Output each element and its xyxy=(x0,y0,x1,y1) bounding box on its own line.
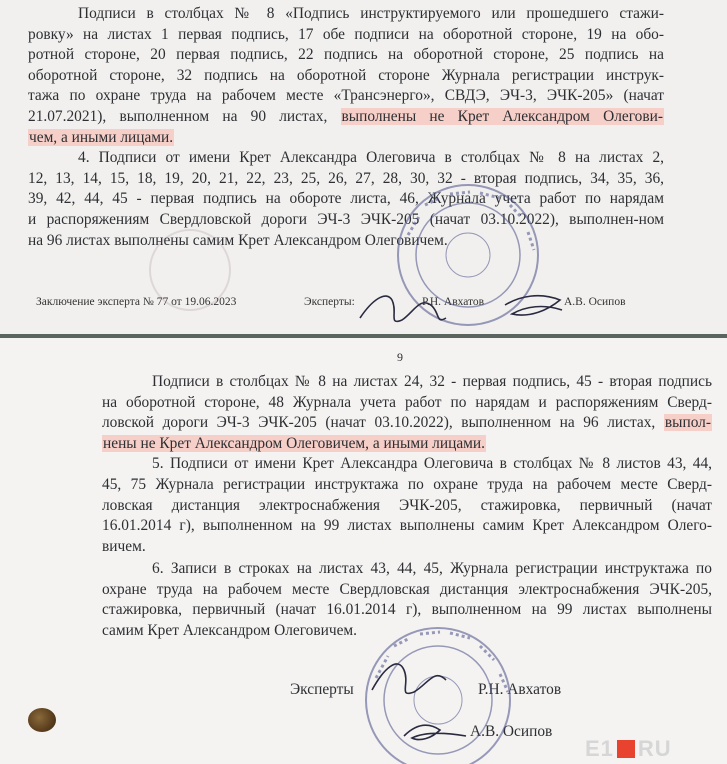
conclusion-footer: Заключение эксперта № 77 от 19.06.2023 xyxy=(36,296,237,308)
item5-line-1: 5. Подписи от имени Крет Александра Олеговича в столбцах № 8 листов 43, 44, xyxy=(152,455,712,473)
para1-line-3-text: ловской дороги ЭЧ-3 ЭЧК-205 (начат 03.10.2022), выполненном на 96 листах, xyxy=(102,414,664,432)
page-number: 9 xyxy=(397,350,403,364)
item3-line-7 xyxy=(28,128,664,149)
signature-icon xyxy=(404,725,466,739)
item4-line-5: на 96 листах выполнены самим Крет Александром Олеговичем. xyxy=(28,231,448,249)
item4-line-4: и распоряжениям Свердловской дороги ЭЧ-3 ЭЧК-205 (начат 03.10.2022), выполнен-ном xyxy=(28,210,664,228)
para1-line-4 xyxy=(102,434,712,455)
para1-line-2: на оборотной стороне, 48 Журнала учета работ по нарядам и распоряжениям Сверд- xyxy=(102,393,712,411)
item3-line-2: ровку» на листах 1 первая подпись, 17 обе подписи на оборотной стороне, 19 на обо- xyxy=(28,25,664,43)
experts-label: Эксперты: xyxy=(304,296,355,308)
logo-square-icon xyxy=(617,740,635,758)
item3-line-1: Подписи в столбцах № 8 «Подпись инструктируемого или прошедшего стажи- xyxy=(78,5,664,22)
highlighted-text: нены не Крет Александром Олеговичем, а иными лицами. xyxy=(103,434,485,452)
item6-line-4: самим Крет Александром Олеговичем. xyxy=(102,621,358,639)
signature-icon xyxy=(505,296,562,315)
item6 xyxy=(102,559,712,641)
expert-name-1: Р.Н. Авхатов xyxy=(422,296,485,308)
item3-line-3: ротной стороне, 20 первая подпись, 22 подпись на оборотной стороне, 25 подпись на xyxy=(28,46,664,64)
item3-line-4: оборотной стороне, 32 подпись на оборотной стороне Журнала регистрации инструк- xyxy=(28,66,664,84)
expert-name-2: А.В. Осипов xyxy=(470,723,553,740)
item6-line-1: 6. Записи в строках на листах 43, 44, 45, Журнала регистрации инструктажа по xyxy=(152,560,712,577)
expert-name-1: Р.Н. Авхатов xyxy=(478,681,562,698)
para1-line-3 xyxy=(102,413,712,434)
coin-icon xyxy=(28,708,56,732)
document-page-1 xyxy=(0,0,727,334)
highlighted-text: выполнены не Крет Александром Олегови- xyxy=(341,107,663,125)
logo-ru: RU xyxy=(637,736,672,761)
experts-label: Эксперты xyxy=(290,681,354,698)
item5-line-4: 16.01.2014 г), выполненном на 99 листах выполнены самим Крет Александром Олего- xyxy=(102,517,712,535)
item4-line-1: 4. Подписи от имени Крет Александра Олеговича в столбцах № 8 на листах 2, xyxy=(78,149,664,167)
item3-line-5: тажа по охране труда на рабочем месте «Трансэнерго», СВДЭ, ЭЧ-3, ЭЧК-205» (начат xyxy=(28,87,664,105)
item5-line-3: ловская дистанция электроснабжения ЭЧК-205, стажировка, первичный (начат xyxy=(102,496,712,514)
page1-body xyxy=(28,4,664,251)
para1-line-1: Подписи в столбцах № 8 на листах 24, 32 - первая подпись, 45 - вторая подпись xyxy=(152,373,712,390)
item6-line-3: стажировка, первичный (начат 16.01.2014 г), выполненном на 99 листах выполнены xyxy=(102,601,712,619)
expert-name-2: А.В. Осипов xyxy=(564,296,626,308)
document-page-2 xyxy=(0,338,727,764)
item6-line-2: охране труда на рабочем месте Свердловская дистанция электроснабжения ЭЧК-205, xyxy=(102,580,712,598)
item3-line-6 xyxy=(28,107,664,128)
e1-logo xyxy=(585,736,672,762)
signature-icon xyxy=(372,664,446,693)
highlighted-text: выпол- xyxy=(664,414,711,432)
highlighted-text: чем, а иными лицами. xyxy=(29,128,174,146)
item4-line-3: 39, 42, 44, 45 - первая подпись на обороте листа, 46, Журнала учета работ по нарядам xyxy=(28,190,664,208)
item5-line-5: вичем. xyxy=(102,537,146,555)
item4-line-2: 12, 13, 14, 15, 18, 19, 20, 21, 22, 23, 25, 26, 27, 28, 30, 32 - вторая подпись, 34, 35, 36, xyxy=(28,169,664,187)
item3-line-6-text: 21.07.2021), выполненном на 90 листах, xyxy=(28,107,341,125)
logo-e1: E1 xyxy=(585,736,614,761)
item5-line-2: 45, 75 Журнала регистрации инструктажа по охране труда на рабочем месте Сверд- xyxy=(102,475,712,493)
page2-body xyxy=(102,372,712,557)
